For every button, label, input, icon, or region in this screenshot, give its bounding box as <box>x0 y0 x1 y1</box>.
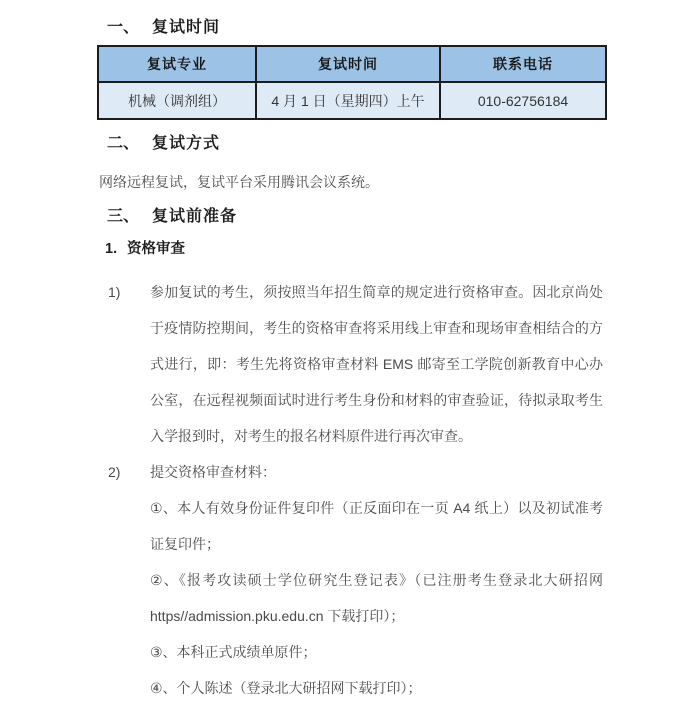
list-item-2 <box>0 454 700 490</box>
section-2-number: 二、 <box>107 135 140 152</box>
paragraph-line: 于疫情防控期间，考生的资格审查将采用线上审查和现场审查相结合的方 <box>150 320 603 336</box>
subsection-number: 1. <box>105 241 118 257</box>
paragraph-line: ③、本科正式成绩单原件； <box>150 644 317 660</box>
section-1-title: 复试时间 <box>152 19 221 36</box>
paragraph-line: ②、《报考攻读硕士学位研究生登记表》（已注册考生登录北大研招网 <box>150 572 603 588</box>
cell-time: 4 月 1 日（星期四）上午 <box>256 82 440 119</box>
material-item-1 <box>0 490 700 562</box>
paragraph-line: 提交资格审查材料： <box>150 464 276 480</box>
section-2-body: 网络远程复试，复试平台采用腾讯会议系统。 <box>99 174 379 190</box>
list-item-2-number: 2) <box>108 464 121 480</box>
section-2-heading <box>0 132 700 156</box>
paragraph-line: 参加复试的考生，须按照当年招生简章的规定进行资格审查。因北京尚处 <box>150 284 603 300</box>
interview-schedule-table <box>97 45 607 120</box>
material-item-2 <box>0 562 700 634</box>
paragraph-line: 公室，在远程视频面试时进行考生身份和材料的审查验证，待拟录取考生 <box>150 392 603 408</box>
list-item-1-number: 1) <box>108 284 121 300</box>
section-1-heading <box>0 16 700 40</box>
material-item-3 <box>0 634 700 670</box>
cell-major: 机械（调剂组） <box>98 82 256 119</box>
section-2-title: 复试方式 <box>152 135 221 152</box>
table-header-row <box>98 46 606 82</box>
section-3-number: 三、 <box>107 208 140 225</box>
section-3-heading <box>0 205 700 229</box>
table-row <box>98 82 606 119</box>
cell-phone: 010-62756184 <box>440 82 606 119</box>
subsection-qualification-heading <box>0 231 700 267</box>
column-header-time: 复试时间 <box>256 46 440 82</box>
material-item-4 <box>0 670 700 706</box>
section-1-number: 一、 <box>107 19 140 36</box>
paragraph-line: 证复印件； <box>150 536 220 552</box>
document-page <box>0 16 700 724</box>
subsection-title: 资格审查 <box>127 241 185 257</box>
list-item-1 <box>0 274 700 454</box>
paragraph-line: https//admission.pku.edu.cn 下载打印）； <box>150 608 405 624</box>
paragraph-line: 入学报到时，对考生的报名材料原件进行再次审查。 <box>150 428 472 444</box>
paragraph-line: ④、个人陈述（登录北大研招网下载打印）； <box>150 680 422 696</box>
paragraph-line: 式进行，即：考生先将资格审查材料 EMS 邮寄至工学院创新教育中心办 <box>150 356 603 372</box>
paragraph-line: ①、本人有效身份证件复印件（正反面印在一页 A4 纸上）以及初试准考 <box>150 500 603 516</box>
column-header-phone: 联系电话 <box>440 46 606 82</box>
column-header-major: 复试专业 <box>98 46 256 82</box>
section-3-title: 复试前准备 <box>152 208 238 225</box>
